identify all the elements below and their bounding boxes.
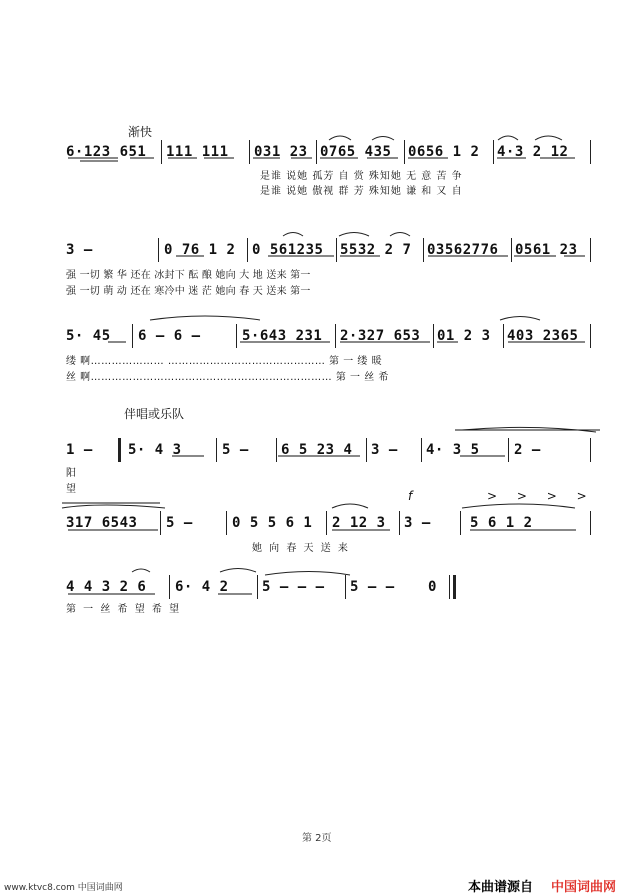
source-label: 本曲谱源自: [468, 880, 534, 895]
measure: 5 –: [222, 442, 249, 458]
measure: 2·327 653: [340, 328, 421, 344]
lyric-line-1: 第 一 丝 希 望 希 望: [66, 604, 182, 615]
measure: 6 5 23 4: [281, 442, 353, 458]
lyric-line-1: 缕 啊………………… ……………………………………… 第 一 缕 暖: [66, 356, 383, 367]
measure: 1 –: [66, 442, 93, 458]
measure: 3 –: [66, 242, 93, 258]
measure: 5 – – –: [262, 579, 325, 595]
measure: 0765 435: [320, 144, 392, 160]
dynamic-mark: f: [408, 489, 413, 503]
lyric-line-1: 是谁 说她 孤芳 自 赏 殊知她 无 意 苦 争: [260, 171, 463, 182]
measure: 0: [428, 579, 437, 595]
measure: 2 –: [514, 442, 541, 458]
lyric-line-1: 阳: [66, 468, 77, 479]
lyric-line-2: 丝 啊…………………………………………………………… 第 一 丝 希: [66, 372, 389, 383]
measure: 0561 23: [515, 242, 578, 258]
measure: 6· 4 2: [175, 579, 229, 595]
measure: 111 111: [166, 144, 229, 160]
brand-logo-text: 中国词曲网: [551, 880, 617, 895]
measure: 5·643 231: [242, 328, 323, 344]
measure: 6·123 651: [66, 144, 147, 160]
measure: 3 –: [371, 442, 398, 458]
measure: 403 2365: [507, 328, 579, 344]
measure: 4 4 3 2 6: [66, 579, 147, 595]
lyric-line-2: 望: [66, 484, 77, 495]
measure: 3 –: [404, 515, 431, 531]
lyric-line-2: 是谁 说她 傲视 群 芳 殊知她 谦 和 又 自: [260, 186, 463, 197]
measure: 317 6543: [66, 515, 138, 531]
measure: 0 561235: [252, 242, 324, 258]
lyric-line-1: 强 一切 繁 华 还在 冰封下 酝 酿 她向 大 地 送来 第一: [66, 270, 311, 281]
measure: 5· 45: [66, 328, 111, 344]
tempo-mark-accelerando: 渐快: [128, 125, 153, 139]
measure: 5 6 1 2: [470, 515, 533, 531]
measure: 6 – 6 –: [138, 328, 201, 344]
measure: 01 2 3: [437, 328, 491, 344]
measure: 5532 2 7: [340, 242, 412, 258]
accent-marks: > > > >: [487, 489, 595, 503]
measure: 4· 3 5: [426, 442, 480, 458]
measure: 5· 4 3: [128, 442, 182, 458]
measure: 031 23: [254, 144, 308, 160]
lyric-line-2: 强 一切 萌 动 还在 寒冷中 迷 茫 她向 春 天 送来 第一: [66, 286, 311, 297]
measure: 0656 1 2: [408, 144, 480, 160]
measure: 03562776: [427, 242, 499, 258]
tempo-mark-chorus: 伴唱或乐队: [124, 407, 185, 421]
measure: 0 76 1 2: [164, 242, 236, 258]
measure: 0 5 5 6 1: [232, 515, 313, 531]
measure: 5 – –: [350, 579, 395, 595]
page-number: 第 2页: [302, 833, 332, 844]
lyric-line-1: 她 向 春 天 送 来: [252, 543, 350, 554]
measure: 4·3 2 12: [497, 144, 569, 160]
measure: 2 12 3: [332, 515, 386, 531]
source-url: www.ktvc8.com 中国词曲网: [4, 883, 123, 893]
measure: 5 –: [166, 515, 193, 531]
